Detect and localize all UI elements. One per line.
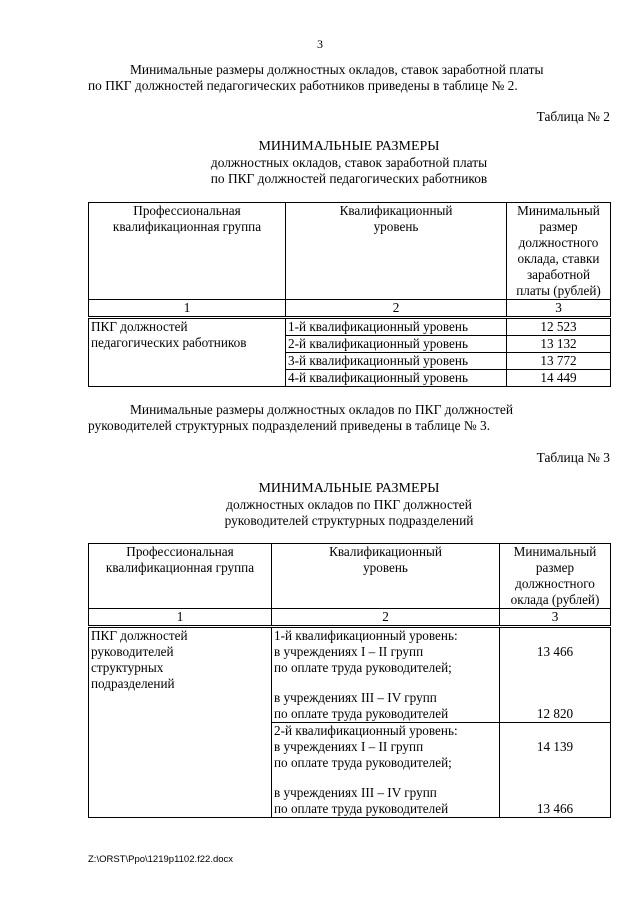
level-cell: 3-й квалификационный уровень [286,353,507,370]
table-3-numbers-row [89,609,611,627]
column-number: 1 [89,609,272,627]
group-text: ПКГ должностей [91,319,188,334]
header-text: Квалификационный [339,203,453,218]
value-text: 12 820 [536,706,574,721]
level-cell [272,627,500,723]
header-text: уровень [373,219,419,234]
header-text: квалификационная группа [112,219,262,234]
header-text: уровень [363,560,408,575]
table-3 [88,543,611,818]
table-2-header-group [89,203,286,300]
level-cell [272,723,500,818]
level-cell: 4-й квалификационный уровень [286,370,507,387]
column-number: 2 [272,609,500,627]
level-title: 1-й квалификационный уровень: [274,628,458,643]
group-text: подразделений [91,676,175,691]
header-text: размер [539,219,578,234]
column-number: 2 [286,300,507,318]
table-2-header-salary [507,203,611,300]
table-3-label: Таблица № 3 [536,450,610,465]
level-sub-text: по оплате труда руководителей [274,706,449,721]
column-number: 3 [507,300,611,318]
group-text: педагогических работников [91,335,247,350]
level-title: 2-й квалификационный уровень: [274,723,458,738]
level-sub-text: в учреждениях III – IV групп [274,690,437,705]
header-text: оклада (рублей) [510,592,600,607]
header-text: квалификационная группа [105,560,255,575]
value-cell [500,723,611,818]
header-text: Минимальный [513,544,597,559]
header-text: оклада, ставки [517,251,600,266]
value-cell [500,627,611,723]
header-text: заработной [526,267,591,282]
header-text: размер [535,560,575,575]
header-text: Профессиональная [126,544,234,559]
value-cell: 13 772 [507,353,611,370]
table-2 [88,202,611,387]
header-text: Минимальный [517,203,600,218]
value-cell: 13 132 [507,336,611,353]
header-text: платы (рублей) [516,283,601,298]
level-sub-text: в учреждениях III – IV групп [274,785,437,800]
group-text: структурных [91,660,164,675]
group-text: ПКГ должностей [91,628,188,643]
table-row [89,627,611,723]
table-2-group-cell [89,318,286,387]
table-3-header-row [89,544,611,609]
table-2-label: Таблица № 2 [536,109,610,124]
paragraph-1-line-1: Минимальные размеры должностных окладов, ставок заработной платы [130,62,544,77]
table-3-header-group [89,544,272,609]
level-cell: 1-й квалификационный уровень [286,318,507,336]
table-row [89,318,611,336]
value-cell: 14 449 [507,370,611,387]
table-3-title: МИНИМАЛЬНЫЕ РАЗМЕРЫ [258,481,440,496]
page-number: 3 [317,37,323,51]
column-number: 1 [89,300,286,318]
table-2-numbers-row [89,300,611,318]
table-3-subtitle-1: должностных окладов по ПКГ должностей [226,497,472,512]
paragraph-1 [88,62,610,94]
table-2-header-level [286,203,507,300]
value-text: 14 139 [536,739,574,754]
paragraph-1-line-2: по ПКГ должностей педагогических работников приведены в таблице № 2. [88,78,518,93]
table-3-header-level [272,544,500,609]
value-text: 13 466 [536,801,574,816]
table-3-subtitle-2: руководителей структурных подразделений [224,513,474,528]
table-2-subtitle-1: должностных окладов, ставок заработной платы [210,155,488,170]
table-2-subtitle-2: по ПКГ должностей педагогических работников [210,171,488,186]
paragraph-2-line-1: Минимальные размеры должностных окладов по ПКГ должностей [130,402,514,417]
paragraph-2 [88,402,610,434]
footer-file-path: Z:\ORST\Ppo\1219p1102.f22.docx [88,854,234,865]
header-text: должностного [515,576,595,591]
value-cell: 12 523 [507,318,611,336]
header-text: Квалификационный [329,544,442,559]
level-cell: 2-й квалификационный уровень [286,336,507,353]
table-3-group-cell [89,627,272,818]
header-text: Профессиональная [133,203,241,218]
group-text: руководителей [91,644,174,659]
column-number: 3 [500,609,611,627]
value-text: 13 466 [536,644,574,659]
header-text: должностного [518,235,599,250]
level-sub-text: по оплате труда руководителей; [274,755,452,770]
table-2-title: МИНИМАЛЬНЫЕ РАЗМЕРЫ [258,139,440,154]
level-sub-text: по оплате труда руководителей; [274,660,452,675]
level-sub-text: по оплате труда руководителей [274,801,449,816]
table-3-header-salary [500,544,611,609]
level-sub-text: в учреждениях I – II групп [274,739,424,754]
table-2-header-row [89,203,611,300]
paragraph-2-line-2: руководителей структурных подразделений приведены в таблице № 3. [88,418,491,433]
level-sub-text: в учреждениях I – II групп [274,644,424,659]
